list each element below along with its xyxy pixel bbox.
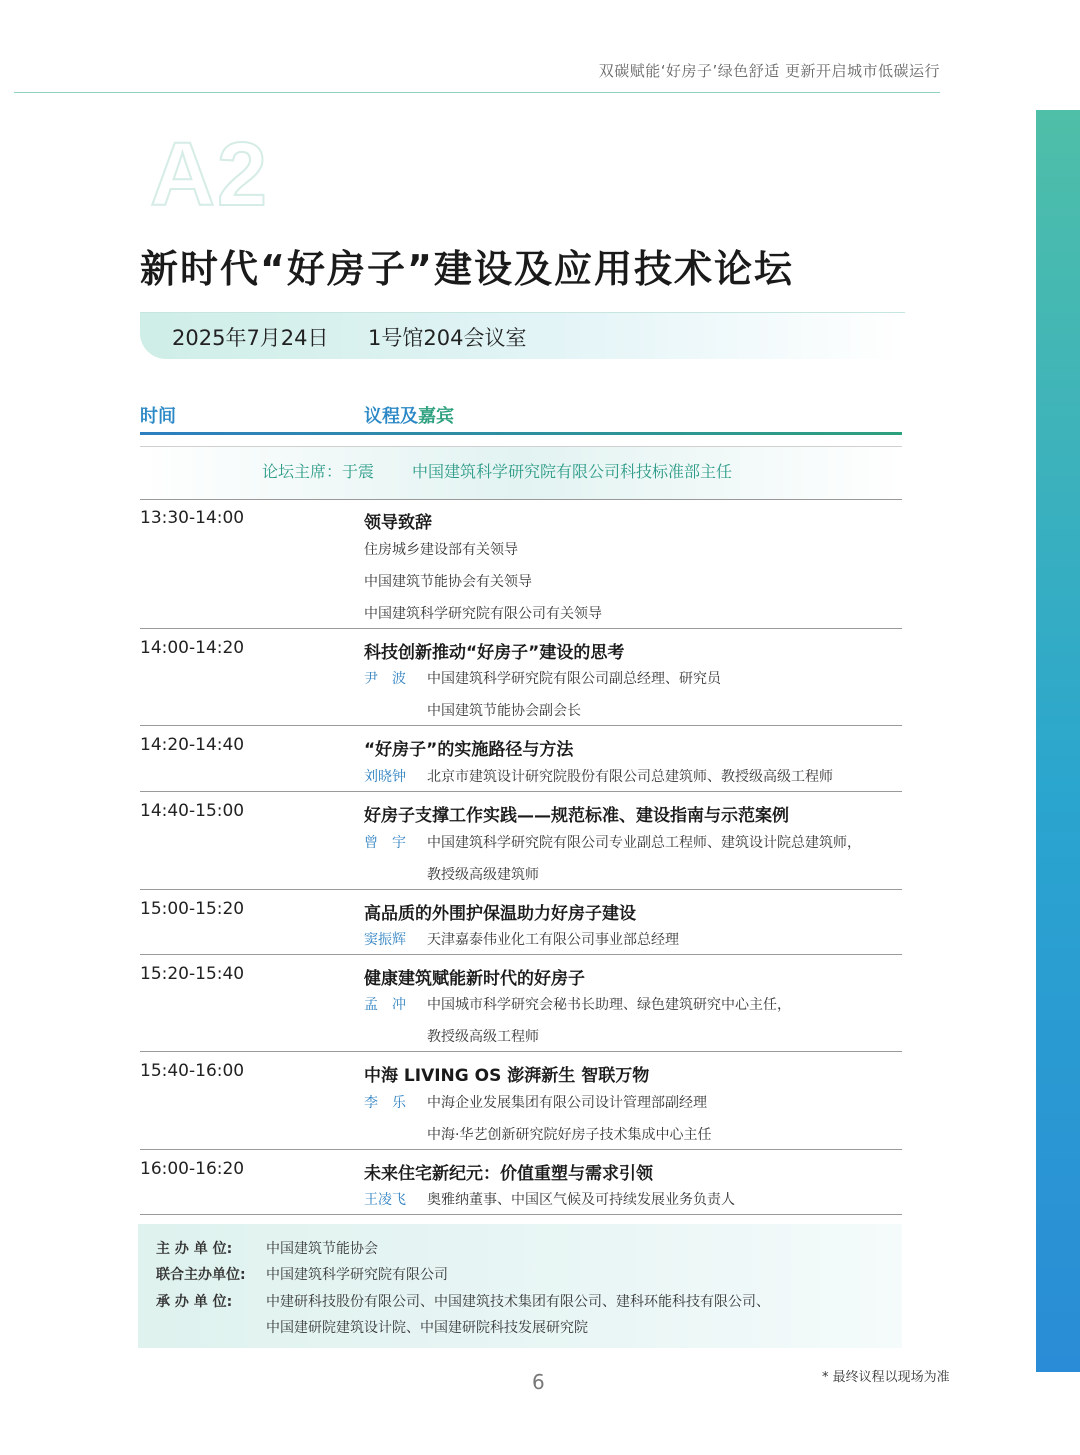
speaker-title: 天津嘉泰伟业化工有限公司事业部总经理: [427, 932, 679, 948]
footnote: * 最终议程以现场为准: [822, 1370, 950, 1385]
session-topic: 未来住宅新纪元：价值重塑与需求引领: [364, 1164, 653, 1184]
speaker-name: 孟 冲: [364, 997, 406, 1013]
speaker-title: 中海·华艺创新研究院好房子技术集成中心主任: [427, 1127, 712, 1143]
speaker-name: 李 乐: [364, 1095, 406, 1111]
column-header-time: 时间: [140, 406, 176, 427]
row-divider: [140, 725, 902, 726]
date-venue-band: [140, 312, 905, 359]
guest-line: 中国建筑科学研究院有限公司有关领导: [364, 606, 602, 622]
speaker-title: 奥雅纳董事、中国区气候及可持续发展业务负责人: [427, 1192, 735, 1208]
row-divider: [140, 954, 902, 955]
row-divider: [140, 628, 902, 629]
page-title: 新时代“好房子”建设及应用技术论坛: [140, 247, 794, 291]
side-color-bar: [1036, 110, 1080, 1372]
session-topic: “好房子”的实施路径与方法: [364, 740, 574, 760]
session-time: 15:40-16:00: [140, 1061, 245, 1081]
session-time: 13:30-14:00: [140, 508, 245, 528]
guest-line: 中国建筑节能协会有关领导: [364, 574, 532, 590]
header-rule: [140, 432, 902, 435]
session-topic: 领导致辞: [364, 513, 432, 533]
forum-code: A2: [150, 125, 270, 225]
session-time: 15:00-15:20: [140, 899, 245, 919]
session-topic: 中海 LIVING OS 澎湃新生 智联万物: [364, 1066, 650, 1086]
session-time: 14:40-15:00: [140, 801, 245, 821]
event-venue: 1号馆204会议室: [368, 326, 527, 350]
speaker-title: 中海企业发展集团有限公司设计管理部副经理: [427, 1095, 707, 1111]
column-header-agenda-b: 嘉宾: [418, 406, 454, 427]
speaker-title: 中国建筑科学研究院有限公司副总经理、研究员: [427, 671, 721, 687]
row-divider: [140, 1051, 902, 1052]
page-number: 6: [532, 1370, 545, 1394]
session-topic: 好房子支撑工作实践——规范标准、建设指南与示范案例: [364, 806, 789, 826]
organizer-value-1: 中建研科技股份有限公司、中国建筑技术集团有限公司、建科环能科技有限公司、: [266, 1294, 770, 1310]
chair-title: 中国建筑科学研究院有限公司科技标准部主任: [412, 462, 733, 481]
speaker-title: 北京市建筑设计研究院股份有限公司总建筑师、教授级高级工程师: [427, 769, 833, 785]
speaker-name: 尹 波: [364, 671, 406, 687]
top-divider: [14, 92, 940, 93]
cohost-value: 中国建筑科学研究院有限公司: [266, 1267, 448, 1283]
speaker-name: 刘晓钟: [364, 769, 406, 785]
session-topic: 高品质的外围护保温助力好房子建设: [364, 904, 636, 924]
guest-line: 住房城乡建设部有关领导: [364, 542, 518, 558]
host-value: 中国建筑节能协会: [266, 1241, 378, 1257]
row-divider: [140, 1149, 902, 1150]
speaker-title: 教授级高级建筑师: [427, 867, 539, 883]
organizer-label: 承 办 单 位:: [156, 1294, 233, 1310]
speaker-title: 教授级高级工程师: [427, 1029, 539, 1045]
speaker-name: 曾 宇: [364, 835, 406, 851]
host-label: 主 办 单 位:: [156, 1241, 233, 1257]
organizer-value-2: 中国建研院建筑设计院、中国建研院科技发展研究院: [266, 1320, 588, 1336]
column-header-agenda: [364, 402, 454, 428]
speaker-title: 中国建筑科学研究院有限公司专业副总工程师、建筑设计院总建筑师，: [427, 835, 861, 851]
forum-chair-row: [140, 446, 902, 500]
speaker-title: 中国建筑节能协会副会长: [427, 703, 581, 719]
speaker-name: 窦振辉: [364, 932, 406, 948]
session-time: 14:00-14:20: [140, 638, 245, 658]
row-divider: [140, 889, 902, 890]
chair-label: 论坛主席：于震: [262, 462, 375, 481]
session-time: 16:00-16:20: [140, 1159, 245, 1179]
session-time: 14:20-14:40: [140, 735, 245, 755]
cohost-label: 联合主办单位:: [156, 1267, 246, 1283]
row-divider: [140, 791, 902, 792]
event-date: 2025年7月24日: [172, 326, 329, 350]
speaker-name: 王凌飞: [364, 1192, 406, 1208]
row-divider: [140, 1214, 902, 1215]
column-header-agenda-a: 议程及: [364, 406, 418, 427]
speaker-title: 中国城市科学研究会秘书长助理、绿色建筑研究中心主任，: [427, 997, 791, 1013]
session-topic: 健康建筑赋能新时代的好房子: [364, 969, 585, 989]
session-time: 15:20-15:40: [140, 964, 245, 984]
session-topic: 科技创新推动“好房子”建设的思考: [364, 643, 625, 663]
header-tagline: 双碳赋能‘好房子’绿色舒适 更新开启城市低碳运行: [598, 62, 940, 80]
